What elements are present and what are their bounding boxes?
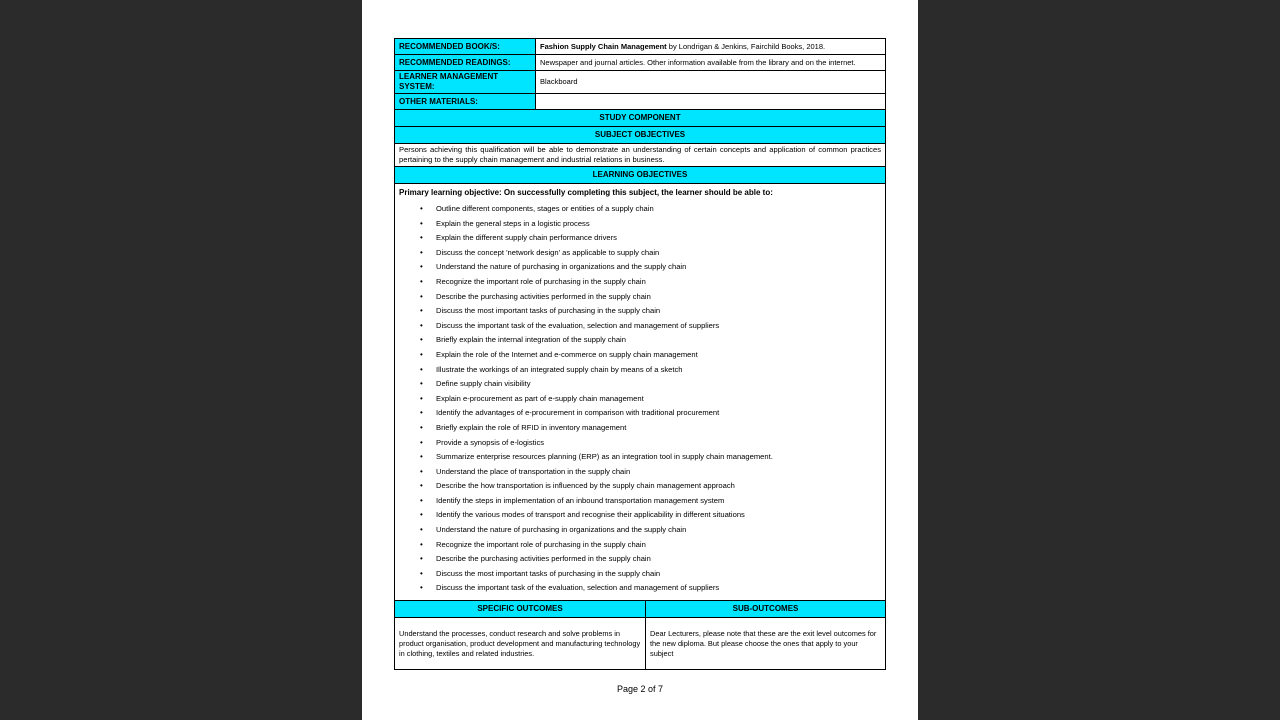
book-title: Fashion Supply Chain Management — [540, 41, 667, 51]
objective-item: • Define supply chain visibility — [420, 379, 881, 394]
learning-objectives-heading: LEARNING OBJECTIVES — [395, 167, 886, 184]
learning-objectives-cell — [395, 184, 886, 601]
meta-label: LEARNER MANAGEMENT SYSTEM: — [395, 71, 536, 94]
objective-item: • Understand the nature of purchasing in organizations and the supply chain — [420, 262, 881, 277]
objective-item: • Recognize the important role of purchasing in the supply chain — [420, 277, 881, 292]
objective-item: • Explain the role of the Internet and e-commerce on supply chain management — [420, 350, 881, 365]
objective-item: • Summarize enterprise resources planning (ERP) as an integration tool in supply chain management. — [420, 452, 881, 467]
meta-label: RECOMMENDED BOOK/S: — [395, 39, 536, 55]
objective-item: • Describe the how transportation is influenced by the supply chain management approach — [420, 481, 881, 496]
objective-item: • Provide a synopsis of e-logistics — [420, 438, 881, 453]
objective-item: • Discuss the important task of the evaluation, selection and management of suppliers — [420, 321, 881, 336]
objective-item: • Discuss the most important tasks of purchasing in the supply chain — [420, 306, 881, 321]
objective-item: • Identify the steps in implementation of an inbound transportation management system — [420, 496, 881, 511]
objective-item: • Understand the place of transportation in the supply chain — [420, 467, 881, 482]
objective-item: • Discuss the most important tasks of purchasing in the supply chain — [420, 569, 881, 584]
objective-item: • Describe the purchasing activities performed in the supply chain — [420, 292, 881, 307]
meta-value — [536, 39, 886, 55]
objective-item: • Discuss the important task of the evaluation, selection and management of suppliers — [420, 583, 881, 598]
objective-item: • Outline different components, stages or entities of a supply chain — [420, 204, 881, 219]
meta-label: OTHER MATERIALS: — [395, 94, 536, 110]
objective-item: • Recognize the important role of purchasing in the supply chain — [420, 540, 881, 555]
specific-outcomes-heading: SPECIFIC OUTCOMES — [395, 601, 646, 618]
objective-item: • Identify the advantages of e-procurement in comparison with traditional procurement — [420, 408, 881, 423]
objective-item: • Explain e-procurement as part of e-supply chain management — [420, 394, 881, 409]
objective-item: • Understand the nature of purchasing in organizations and the supply chain — [420, 525, 881, 540]
document-page — [362, 0, 918, 720]
meta-row-lms — [395, 71, 886, 94]
study-component-heading: STUDY COMPONENT — [395, 110, 886, 127]
objective-item: • Explain the different supply chain performance drivers — [420, 233, 881, 248]
specific-outcome-text: Understand the processes, conduct research and solve problems in product organisation, product development and manufacturing technology in clothing, textiles and related industries. — [395, 618, 646, 670]
meta-value: Newspaper and journal articles. Other information available from the library and on the internet. — [536, 55, 886, 71]
sub-outcomes-heading: SUB-OUTCOMES — [646, 601, 886, 618]
objective-item: • Explain the general steps in a logistic process — [420, 219, 881, 234]
page-number: Page 2 of 7 — [616, 684, 664, 694]
meta-row-books — [395, 39, 886, 55]
subject-objectives-text: Persons achieving this qualification will be able to demonstrate an understanding of certain concepts and application of common practices pertaining to the supply chain management and industrial relations in business. — [395, 144, 886, 167]
objective-item: • Briefly explain the internal integration of the supply chain — [420, 335, 881, 350]
meta-value: Blackboard — [536, 71, 886, 94]
meta-label: RECOMMENDED READINGS: — [395, 55, 536, 71]
book-details: by Londrigan & Jenkins, Fairchild Books, 2018. — [666, 41, 826, 51]
objective-item: • Describe the purchasing activities performed in the supply chain — [420, 554, 881, 569]
objective-item: • Illustrate the workings of an integrated supply chain by means of a sketch — [420, 365, 881, 380]
objective-item: • Briefly explain the role of RFID in inventory management — [420, 423, 881, 438]
objective-item: • Identify the various modes of transport and recognise their applicability in different situations — [420, 510, 881, 525]
subject-guide-table — [394, 38, 886, 670]
objectives-list — [399, 204, 881, 598]
objective-item: • Discuss the concept 'network design' as applicable to supply chain — [420, 248, 881, 263]
meta-row-readings — [395, 55, 886, 71]
meta-value — [536, 94, 886, 110]
meta-row-other — [395, 94, 886, 110]
sub-outcome-text: Dear Lecturers, please note that these are the exit level outcomes for the new diploma. But please choose the ones that apply to your subject — [646, 618, 886, 670]
primary-objective: Primary learning objective: On successfully completing this subject, the learner should be able to: — [399, 188, 773, 197]
subject-objectives-heading: SUBJECT OBJECTIVES — [395, 127, 886, 144]
